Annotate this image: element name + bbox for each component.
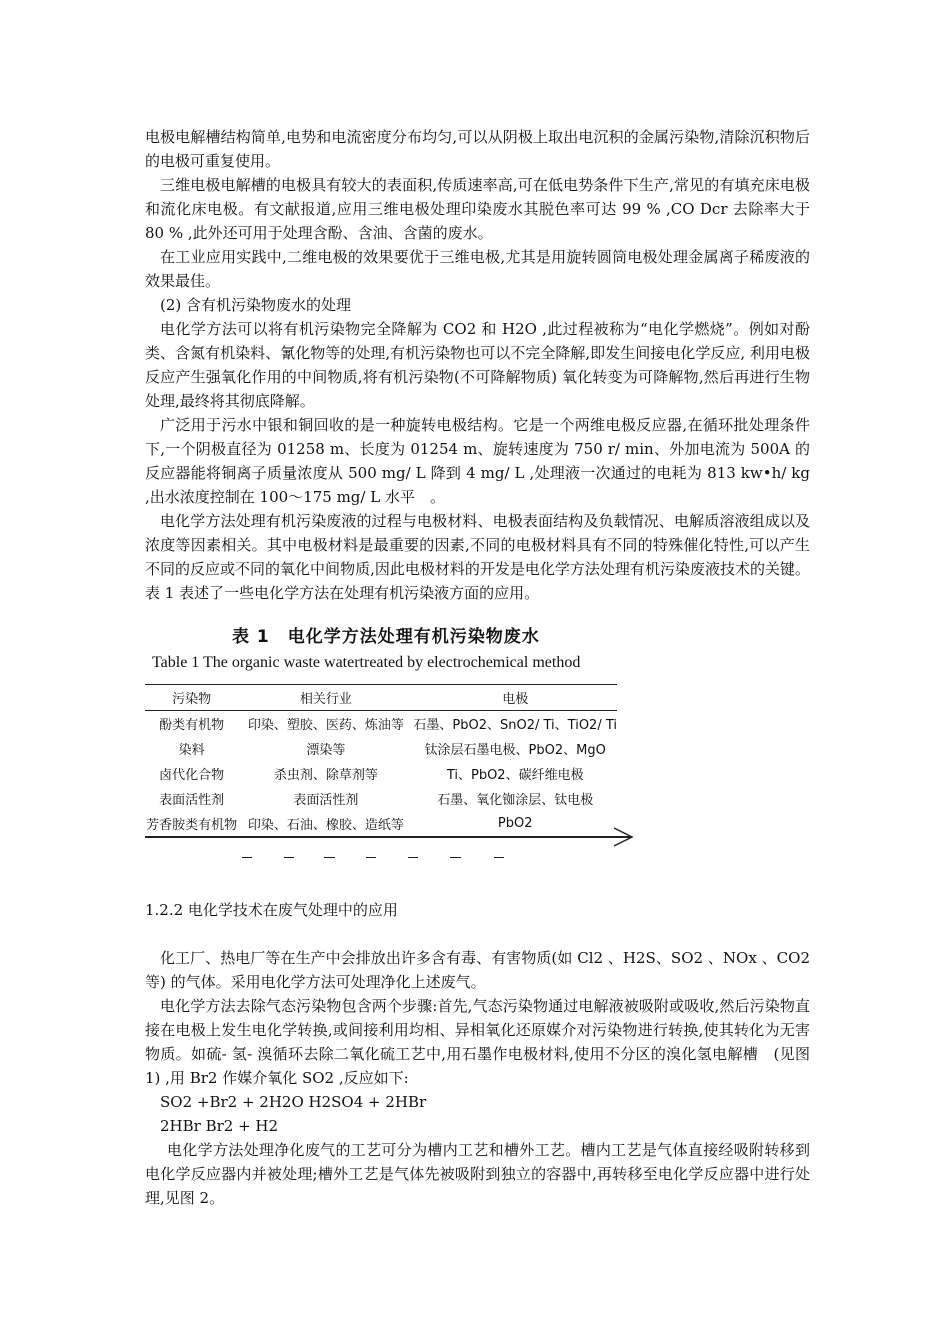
paragraph-2d-vs-3d: 在工业应用实践中,二维电极的效果要优于三维电极,尤其是用旋转圆筒电极处理金属离子稀废液的效果最佳。 <box>145 248 810 290</box>
equation-1: SO2 +Br2 + 2H2O H2SO4 + 2HBr <box>160 1093 427 1111</box>
paragraph-electrode-material: 电化学方法处理有机污染废液的过程与电极材料、电极表面结构及负载情况、电解质溶液组成以及浓度等因素相关。其中电极材料是最重要的因素,不同的电极材料具有不同的特殊催化特性,可以产生不同的反应或不同的氧化中间物质,因此电极材料的开发是电化学方法处理有机污染废液技术的关键。表 1 表述了一些电化学方法在处理有机污染液方面的应用。 <box>145 512 810 602</box>
arrow-head-icon <box>612 826 634 848</box>
table-cell: 芳香胺类有机物 <box>146 818 238 833</box>
table-row <box>145 811 617 837</box>
cropped-text-strokes <box>212 855 512 858</box>
table-header-row <box>145 685 617 711</box>
paragraph-in-cell-out-cell: 电化学方法处理净化废气的工艺可分为槽内工艺和槽外工艺。槽内工艺是气体直接经吸附转移到电化学反应器内并被处理;槽外工艺是气体先被吸附到独立的容器中,再转移至电化学反应器中进行处理,见图 2。 <box>145 1141 810 1207</box>
table-header-electrode: 电极 <box>502 692 529 707</box>
table-row <box>145 736 617 761</box>
section-heading-waste-gas: 1.2.2 电化学技术在废气处理中的应用 <box>145 901 398 919</box>
paragraph-electrode-cell: 电极电解槽结构简单,电势和电流密度分布均匀,可以从阴极上取出电沉积的金属污染物,清除沉积物后的电极可重复使用。 <box>145 128 810 170</box>
table-cell: Ti、PbO2、碳纤维电极 <box>446 768 584 783</box>
table-cell: 石墨、氧化铷涂层、钛电极 <box>437 793 594 808</box>
table-cell: 杀虫剂、除草剂等 <box>273 768 378 783</box>
table-row <box>145 786 617 811</box>
table-cell: 表面活性剂 <box>293 793 359 808</box>
table-cell: 钛涂层石墨电极、PbO2、MgO <box>424 743 606 758</box>
table-cell: 染料 <box>178 743 205 758</box>
paragraph-gas-removal-steps: 电化学方法去除气态污染物包含两个步骤:首先,气态污染物通过电解液被吸附或吸收,然后污染物直接在电极上发生电化学转换,或间接利用均相、异相氧化还原媒介对污染物进行转换,使其转化为无害物质。如硫- 氢- 溴循环去除二氧化硫工艺中,用石墨作电极材料,使用不分区的溴化氢电解槽 (见图 1) ,用 Br2 作媒介氧化 SO2 ,反应如下: <box>145 997 810 1087</box>
paragraph-harmful-gases: 化工厂、热电厂等在生产中会排放出许多含有毒、有害物质(如 Cl2 、H2S、SO2 、NOx 、CO2 等) 的气体。采用电化学方法可处理净化上述废气。 <box>145 949 810 991</box>
table-row <box>145 711 617 737</box>
arrow-divider <box>145 836 632 838</box>
table-cell: 印染、塑胶、医药、炼油等 <box>247 718 404 733</box>
table-cell: 表面活性剂 <box>159 793 225 808</box>
table-cell: 酚类有机物 <box>159 718 225 733</box>
table-cell: 石墨、PbO2、SnO2/ Ti、TiO2/ Ti <box>413 718 617 733</box>
table-subtitle: Table 1 The organic waste watertreated by electrochemical method <box>152 654 581 671</box>
table-header-industry: 相关行业 <box>299 692 352 707</box>
paragraph-rotating-electrode: 广泛用于污水中银和铜回收的是一种旋转电极结构。它是一个两维电极反应器,在循环批处理条件下,一个阴极直径为 01258 m、长度为 01254 m、旋转速度为 750 r/ min、外加电流为 500A 的反应器能将铜离子质量浓度从 500 mg/ L 降到 4 mg/ L ,处理液一次通过的电耗为 813 kw•h/ kg ,出水浓度控制在 100～175 mg/ L 水平 。 <box>145 416 810 506</box>
paragraph-3d-electrode: 三维电极电解槽的电极具有较大的表面积,传质速率高,可在低电势条件下生产,常见的有填充床电极和流化床电极。有文献报道,应用三维电极处理印染废水其脱色率可达 99 % ,CO Dcr 去除率大于 80 % ,此外还可用于处理含酚、含油、含菌的废水。 <box>145 176 810 242</box>
section-heading-organic: (2) 含有机污染物废水的处理 <box>160 296 352 314</box>
equation-2: 2HBr Br2 + H2 <box>160 1117 279 1135</box>
cropped-text-fragment <box>212 848 512 858</box>
table-cell: 卤代化合物 <box>159 768 225 783</box>
table-header-pollutant: 污染物 <box>172 692 212 707</box>
table-cell: 印染、石油、橡胶、造纸等 <box>247 818 404 833</box>
paragraph-electrochemical-combustion: 电化学方法可以将有机污染物完全降解为 CO2 和 H2O ,此过程被称为“电化学燃烧”。例如对酚类、含氮有机染料、氰化物等的处理,有机污染物也可以不完全降解,即发生间接电化学反应, 利用电极反应产生强氧化作用的中间物质,将有机污染物(不可降解物质) 氧化转变为可降解物,然后再进行生物处理,最终将其彻底降解。 <box>145 320 810 410</box>
pollutant-table <box>145 684 617 837</box>
table-title: 表 1 电化学方法处理有机污染物废水 <box>232 627 540 647</box>
table-row <box>145 761 617 786</box>
table-cell: 漂染等 <box>306 743 346 758</box>
table-cell: PbO2 <box>497 816 533 831</box>
